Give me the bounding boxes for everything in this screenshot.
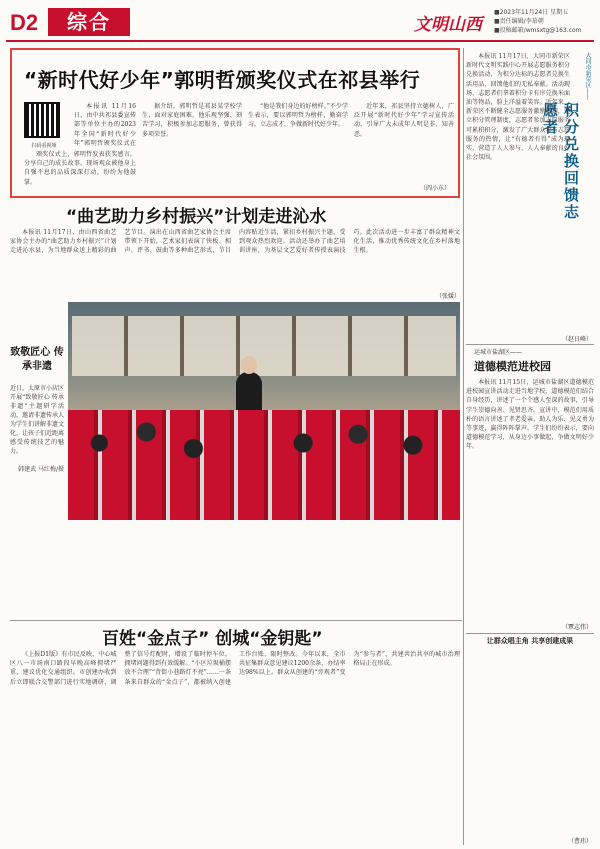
mid-author: （覃志伟） xyxy=(561,624,592,631)
mid-text: 本报讯 11月15日，运城市盐湖区道德模范进校园宣讲活动走进当地学校，道德模范们结合自身经历，讲述了一个个感人至深的故事，引导学生崇德向善、见贤思齐。宣讲中，模范们用质朴的语言讲述了孝老爱亲、助人为乐、见义勇为等事迹，赢得阵阵掌声。学生们纷纷表示，要向道德模范学习，从身边小事做起，争做文明好少年。 xyxy=(466,379,594,451)
top-story-author: （阎小东） xyxy=(419,185,450,192)
story2-author: （张媛） xyxy=(435,293,460,300)
sidebar-text: 本报讯 11月17日，大同市新荣区新时代文明实践中心开展志愿服务积分兑换活动，为积分达标的志愿者兑换生活用品，回馈他们的无私奉献。活动现场，志愿者们拿着积分卡有序兑换米面油等物品，脸上洋溢着笑容。近年来，新荣区不断健全志愿服务激励机制，建立积分管理制度，志愿者参加志愿服务可累积积分，激发了广大群众参与志愿服务的热情，让“有德者有得”成为现实，营造了人人参与、人人奉献的良好社会氛围。 xyxy=(466,53,570,162)
story3-title: 百姓“金点子” 创城“金钥匙” xyxy=(102,629,323,649)
column-divider xyxy=(463,48,464,845)
page-header xyxy=(6,4,594,42)
header-meta xyxy=(494,8,594,35)
section-label: 综合 xyxy=(48,8,130,36)
paper-logo: 文明山西 xyxy=(414,15,482,35)
header-email: ■投稿邮箱/wmsxtg@163.com xyxy=(494,27,582,34)
page-number: D2 xyxy=(10,10,39,35)
story2-text: 本报讯 11月17日，由山西省曲艺家协会主办的“曲艺助力乡村振兴”计划走进沁水县，为当地群众送上精彩的曲艺节目。演出在山西省曲艺家协会主席带领下开始，艺术家们表演了快板、相声、评书、鼓曲等多种曲艺形式，节目内容贴近生活，紧扣乡村振兴主题，受到观众热烈欢迎。活动还举办了曲艺培训讲座，为基层文艺爱好者传授表演技巧。此次活动进一步丰富了群众精神文化生活，推动优秀传统文化在乡村落地生根。 xyxy=(10,229,460,255)
top-story-paragraph-3: 据介绍，郭明哲是祁县某学校学生，面对家庭困难，他乐观坚强、刻苦学习，积极参加志愿服务，曾获得多项荣誉。 xyxy=(142,103,242,138)
top-story-paragraph-2: 颁奖仪式上，郭明哲发表获奖感言，分享自己的成长故事。现场观众被他身上自强不息的品质深深打动，纷纷为他鼓掌。 xyxy=(24,151,136,186)
story3-author: （曹玮） xyxy=(567,838,592,845)
news-photo xyxy=(68,302,460,520)
sidebar-title: 积分兑换回馈志愿者 xyxy=(541,102,580,221)
story3-body xyxy=(10,650,464,845)
sidebar-story-top xyxy=(466,48,594,343)
top-story-paragraph-5: 近年来，祁县坚持立德树人，广泛开展“新时代好少年”学习宣传活动，引导广大未成年人明是非、知善恶。 xyxy=(354,103,454,138)
mid-kicker: 运城市盐湖区—— xyxy=(474,349,523,356)
story3-text: 《上报D1版》有市民反映，中心城区八一市场南口路段早晚高峰拥堵严重，建议优化交通组织。市创建办收到后立即联合交警部门进行实地调研，调整了信号灯配时，增设了临时停车位，拥堵问题得到有效缓解。“小区垃圾桶摆放不合理”“背街小巷路灯不亮”……一条条来自群众的“金点子”，都被纳入创建工作台账，限时整改。今年以来，全市共征集群众意见建议1200余条，办结率达98%以上。群众从创建的“旁观者”变为“参与者”，共建共治共享的城市治理格局正在形成。 xyxy=(10,651,460,686)
header-editor: ■责任编辑/李慕朝 xyxy=(494,18,544,25)
story-divider xyxy=(10,620,462,621)
photo-byline: 韩建武 马红梅/摄 xyxy=(18,466,64,473)
header-date: ■2023年11月24日 星期五 xyxy=(494,9,569,16)
sidebar-author: （赵日峰） xyxy=(561,336,592,343)
sidebar-kicker: 大同市新荣区—— xyxy=(584,52,591,100)
story3-continued xyxy=(466,636,594,845)
sidebar-story-mid xyxy=(466,347,594,631)
story2-body xyxy=(10,228,464,300)
story3-subhead: 让群众唱主角 共享创建成果 xyxy=(486,637,574,645)
photo-caption xyxy=(10,324,64,520)
photo-caption-title: 致敬匠心 传承非遗 xyxy=(10,347,64,372)
top-story-paragraph-4: “他是我们身边的好榜样。”不少学生表示，要以郭明哲为榜样，勤奋学习，立志成才，争做新时代好少年。 xyxy=(248,103,348,129)
sidebar-divider-2 xyxy=(466,633,594,634)
photo-caption-text: 近日，太原市小店区开展“致敬匠心 传承非遗”主题研学活动，邀请非遗传承人为学生们讲解非遗文化，让孩子们近距离感受传统技艺的魅力。 xyxy=(10,385,65,455)
mid-title: 道德模范进校园 xyxy=(474,360,551,373)
top-story xyxy=(10,48,460,198)
story2-title: “曲艺助力乡村振兴”计划走进沁水 xyxy=(66,207,327,227)
photo-wall-frames xyxy=(72,316,456,376)
qr-caption: 扫码看视频 xyxy=(31,143,57,149)
photo-students xyxy=(68,410,460,520)
newspaper-page xyxy=(6,4,594,845)
top-story-paragraph-1: 本报讯 11月16日，由中共祁县委宣传部等单位主办的2023年全国“新时代好少年”郭明哲颁奖仪式在 xyxy=(74,103,136,147)
qr-code-icon[interactable] xyxy=(24,102,60,138)
sidebar-divider-1 xyxy=(466,344,594,345)
top-story-title: “新时代好少年”郭明哲颁奖仪式在祁县举行 xyxy=(24,68,421,92)
